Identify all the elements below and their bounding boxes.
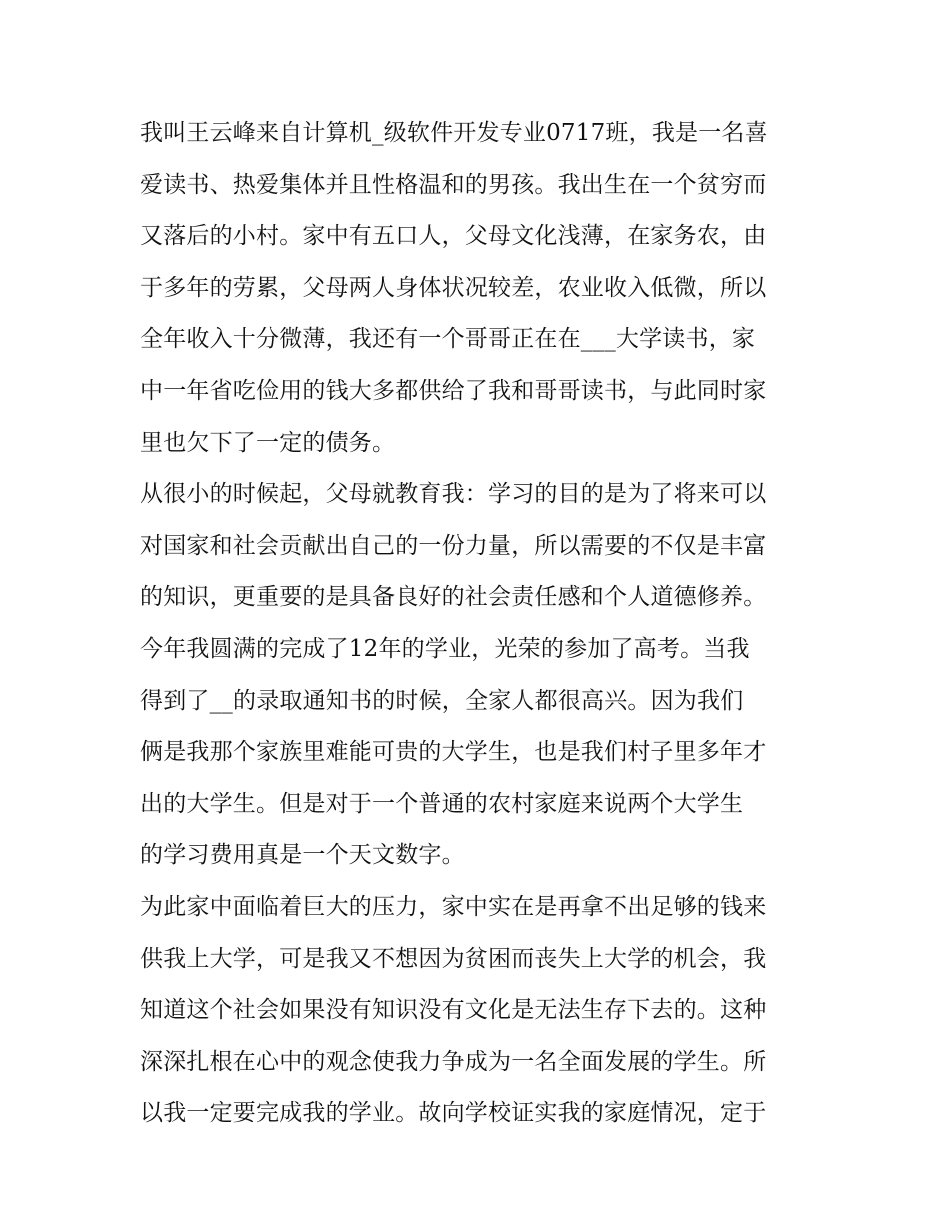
text-line-18: 知道这个社会如果没有知识没有文化是无法生存下去的。这种 — [140, 997, 767, 1024]
text-line-14: 出的大学生。但是对于一个普通的农村家庭来说两个大学生 — [140, 790, 744, 817]
text-line-10: 的知识，更重要的是具备良好的社会责任感和个人道德修养。 — [140, 584, 767, 611]
text-line-16: 为此家中面临着巨大的压力，家中实在是再拿不出足够的钱来 — [140, 893, 767, 920]
document-body — [140, 108, 820, 1140]
text-line-20: 以我一定要完成我的学业。故向学校证实我的家庭情况，定于 — [140, 1100, 767, 1127]
text-line-05: 全年收入十分微薄，我还有一个哥哥正在在___大学读书，家 — [140, 326, 756, 353]
text-line-01: 我叫王云峰来自计算机_级软件开发专业0717班，我是一名喜 — [140, 120, 768, 146]
text-line-02: 爱读书、热爱集体并且性格温和的男孩。我出生在一个贫穷而 — [140, 171, 767, 198]
text-line-09: 对国家和社会贡献出自己的一份力量，所以需要的不仅是丰富 — [140, 532, 767, 559]
text-line-12: 得到了__的录取通知书的时候，全家人都很高兴。因为我们 — [140, 687, 744, 714]
text-line-08: 从很小的时候起，父母就教育我：学习的目的是为了将来可以 — [140, 481, 767, 508]
text-line-19: 深深扎根在心中的观念使我力争成为一名全面发展的学生。所 — [140, 1048, 767, 1075]
text-line-13: 俩是我那个家族里难能可贵的大学生，也是我们村子里多年才 — [140, 739, 767, 766]
text-line-11: 今年我圆满的完成了12年的学业，光荣的参加了高考。当我 — [140, 635, 750, 662]
text-line-04: 于多年的劳累，父母两人身体状况较差，农业收入低微，所以 — [140, 274, 767, 301]
text-line-06: 中一年省吃俭用的钱大多都供给了我和哥哥读书，与此同时家 — [140, 377, 767, 404]
text-line-07: 里也欠下了一定的债务。 — [140, 429, 396, 456]
text-line-15: 的学习费用真是一个天文数字。 — [140, 842, 465, 869]
text-line-17: 供我上大学，可是我又不想因为贫困而丧失上大学的机会，我 — [140, 945, 767, 972]
text-line-03: 又落后的小村。家中有五口人，父母文化浅薄，在家务农，由 — [140, 223, 767, 250]
